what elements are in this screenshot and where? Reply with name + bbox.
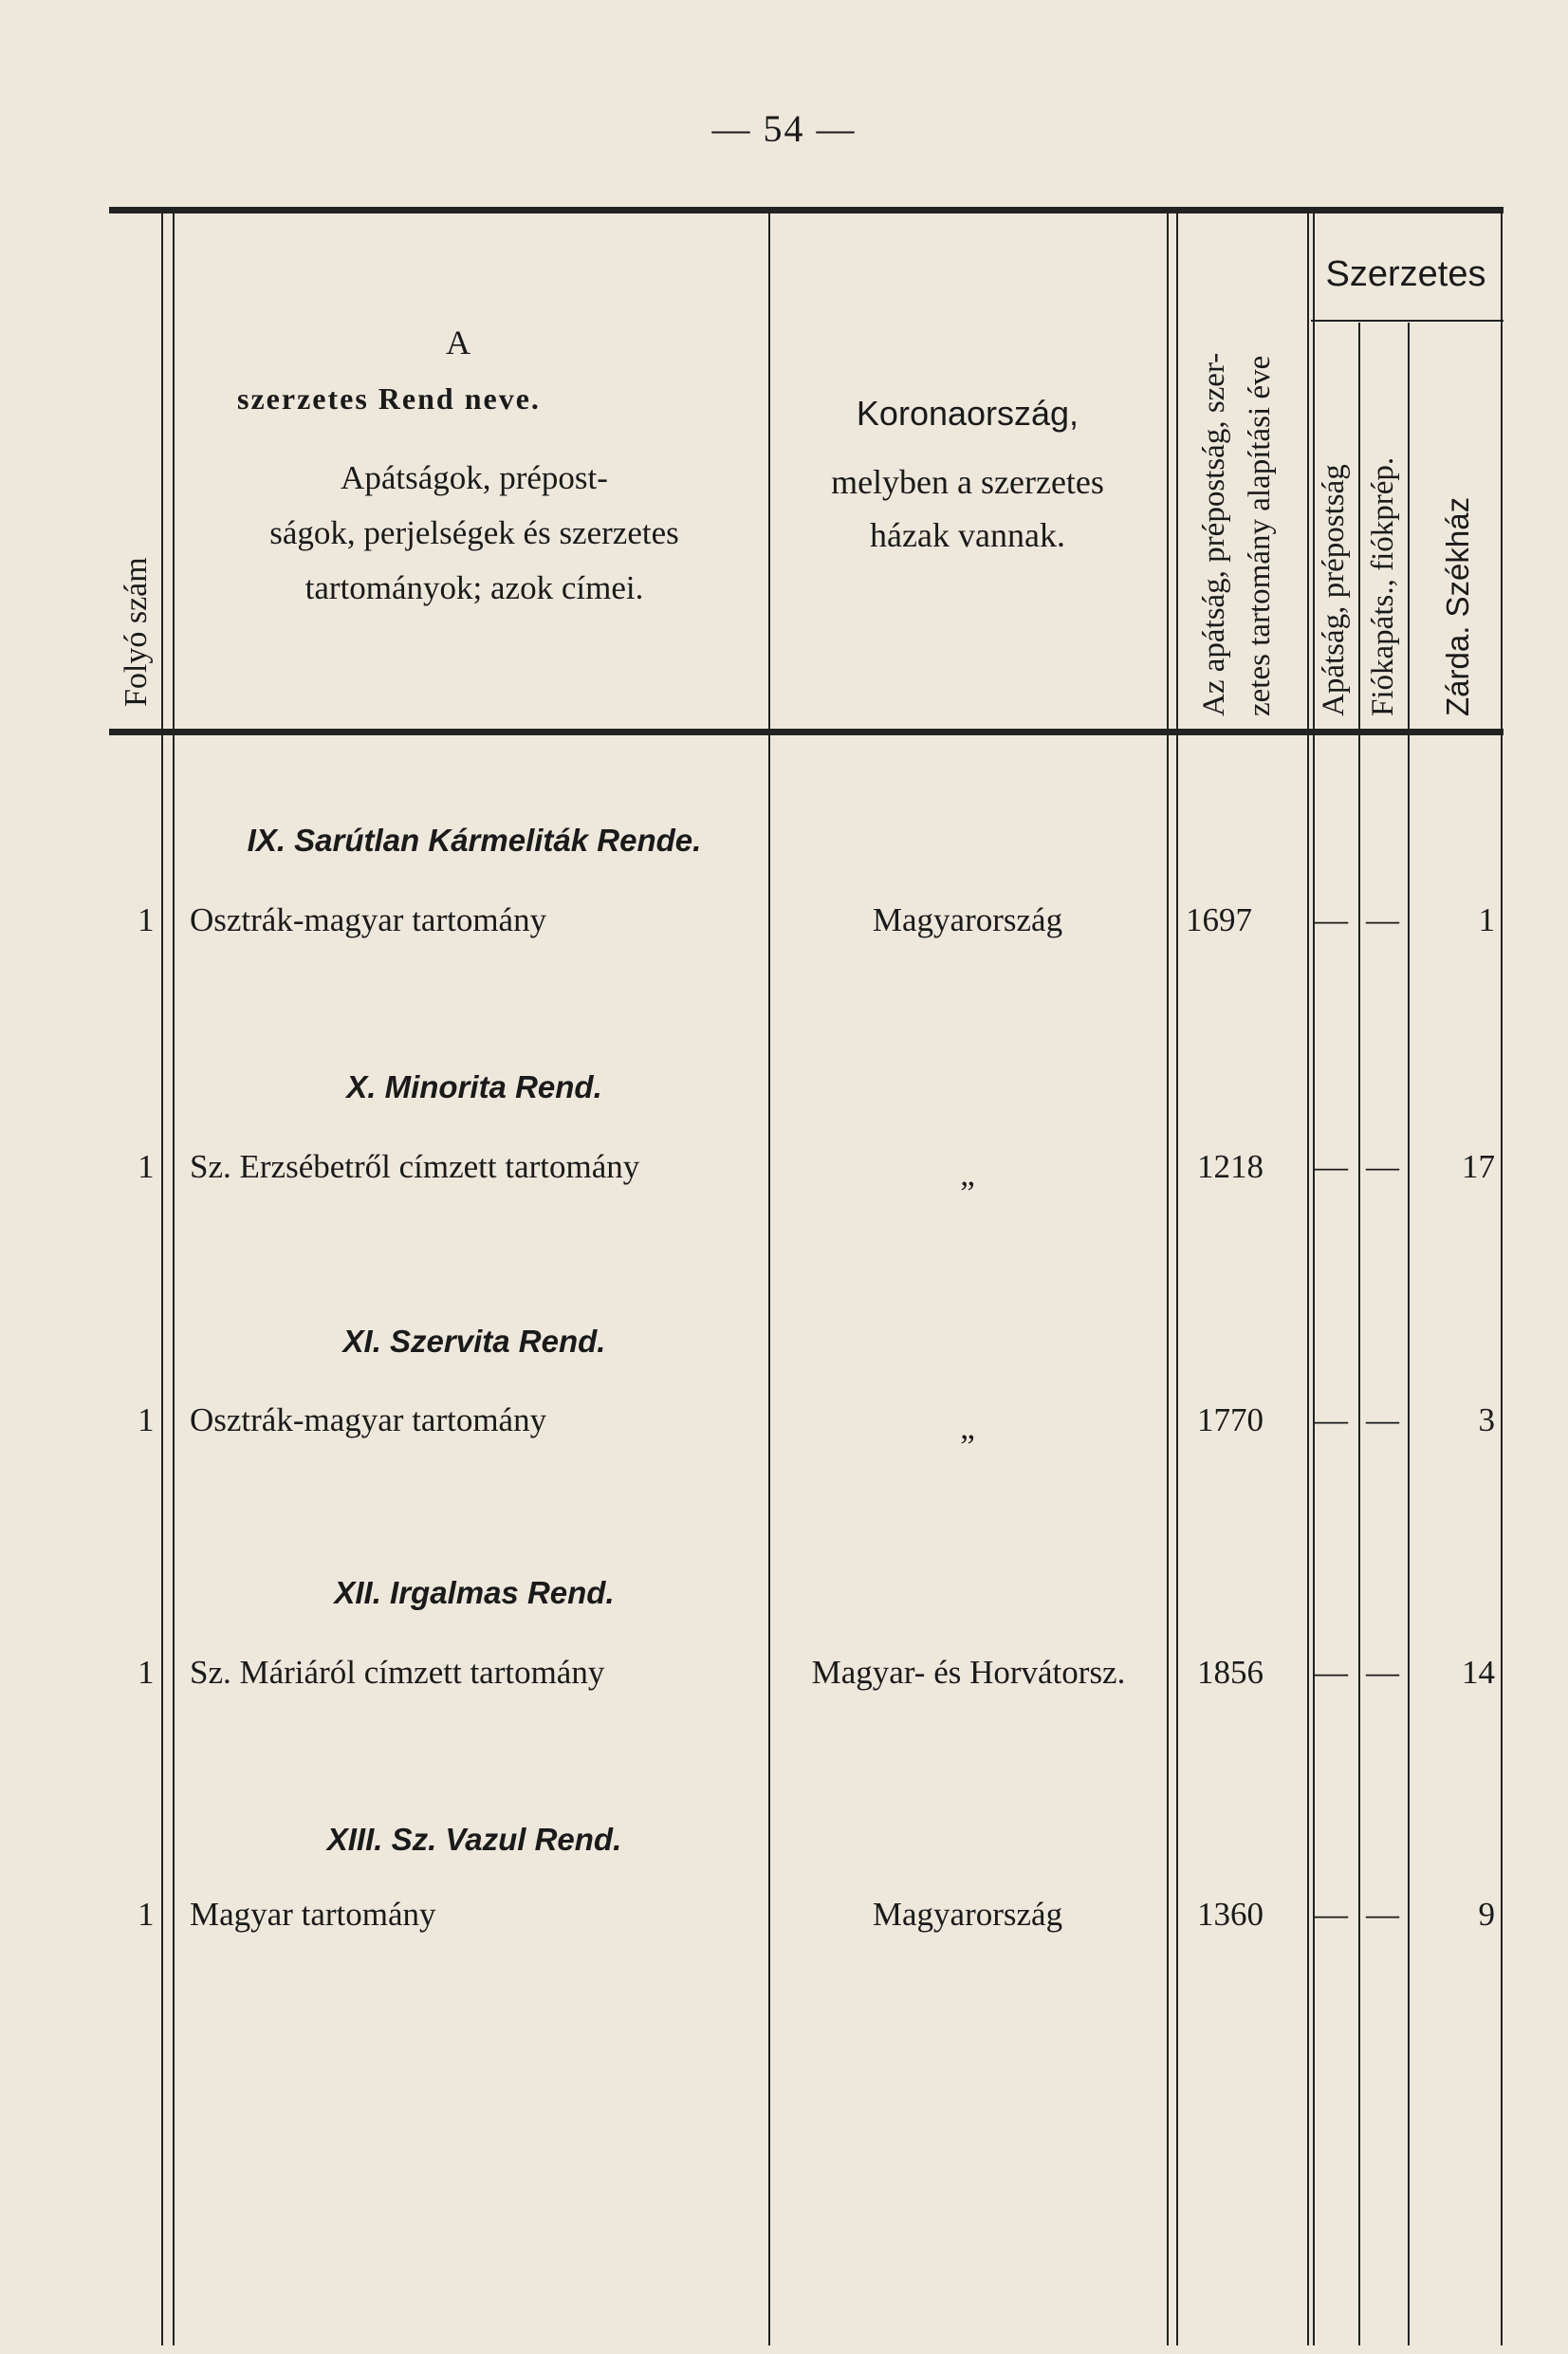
szerzetes-subhead-rule <box>1311 320 1503 322</box>
table-row-name: Osztrák-magyar tartomány <box>190 901 547 938</box>
page-number: — 54 — <box>711 107 857 150</box>
header-bottom-rule <box>109 729 1503 735</box>
table-row-number: 1 <box>138 1654 155 1691</box>
table-row-number: 1 <box>138 901 155 938</box>
table-row-name: Sz. Máriáról címzett tartomány <box>190 1654 605 1691</box>
table-row-year: 1218 <box>1197 1148 1264 1185</box>
table-row-fiok: — <box>1366 1148 1399 1185</box>
table-row-country: Magyarország <box>872 1896 1063 1933</box>
table-row-fiok: — <box>1366 901 1399 938</box>
szerzetes-header: Szerzetes <box>1325 254 1486 294</box>
table-row-name: Magyar tartomány <box>190 1896 436 1933</box>
rend-desc-line: tartományok; azok címei. <box>304 569 644 606</box>
rend-description-header <box>190 451 759 616</box>
table-row-zarda: 1 <box>1478 901 1495 938</box>
alapitas-header-line2: zetes tartomány alapítási éve <box>1243 355 1277 716</box>
table-row-apatsag: — <box>1315 1654 1348 1691</box>
table-row-year: 1360 <box>1197 1896 1264 1933</box>
table-top-rule <box>109 207 1503 213</box>
table-row-country: Magyar- és Horvátorsz. <box>811 1654 1126 1691</box>
fiokapats-column-header: Fiókapáts., fiókprép. <box>1366 456 1400 716</box>
column-rule <box>768 211 770 2345</box>
table-row-number: 1 <box>138 1148 155 1185</box>
table-row-year: 1856 <box>1197 1654 1264 1691</box>
column-rule <box>1313 211 1315 2345</box>
table-row-country: „ <box>960 1409 975 1446</box>
koronaorszag-header: Koronaország, <box>856 394 1079 433</box>
table-row-number: 1 <box>138 1401 155 1438</box>
table-row-apatsag: — <box>1315 901 1348 938</box>
column-rule <box>1501 211 1503 2345</box>
table-row-year: 1697 <box>1186 901 1252 938</box>
apatsag-column-header: Apátság, prépostság <box>1317 464 1351 716</box>
column-rule <box>161 211 163 2345</box>
section-title: XIII. Sz. Vazul Rend. <box>326 1822 622 1857</box>
table-row-country: Magyarország <box>872 901 1063 938</box>
table-row-country: „ <box>960 1156 975 1193</box>
rend-desc-line: Apátságok, prépost- <box>341 459 608 496</box>
table-row-fiok: — <box>1366 1896 1399 1933</box>
zarda-column-header: Zárda. Székház <box>1440 496 1475 716</box>
table-row-zarda: 3 <box>1478 1401 1495 1438</box>
section-title: XI. Szervita Rend. <box>342 1324 606 1359</box>
table-row-apatsag: — <box>1315 1896 1348 1933</box>
koronaorszag-description <box>773 455 1162 562</box>
table-row-zarda: 17 <box>1462 1148 1495 1185</box>
koron-desc-line: melyben a szerzetes <box>831 463 1104 501</box>
table-row-apatsag: — <box>1315 1401 1348 1438</box>
table-row-year: 1770 <box>1197 1401 1264 1438</box>
table-row-zarda: 9 <box>1478 1896 1495 1933</box>
table-row-number: 1 <box>138 1896 155 1933</box>
column-rule <box>1176 211 1178 2345</box>
table-row-apatsag: — <box>1315 1148 1348 1185</box>
table-row-fiok: — <box>1366 1654 1399 1691</box>
table-row-name: Sz. Erzsébetről címzett tartomány <box>190 1148 640 1185</box>
column-rule <box>1307 211 1309 2345</box>
rend-header-a: A <box>446 324 470 361</box>
rend-name-header: szerzetes Rend neve. <box>237 381 541 416</box>
table-row-name: Osztrák-magyar tartomány <box>190 1401 547 1438</box>
section-title: IX. Sarútlan Kármeliták Rende. <box>247 823 702 858</box>
alapitas-header-line1: Az apátság, prépostság, szer- <box>1197 352 1231 716</box>
column-rule <box>173 211 175 2345</box>
section-title: X. Minorita Rend. <box>346 1069 602 1104</box>
table-row-fiok: — <box>1366 1401 1399 1438</box>
column-rule <box>1167 211 1169 2345</box>
koron-desc-line: házak vannak. <box>870 516 1065 554</box>
table-row-zarda: 14 <box>1462 1654 1495 1691</box>
section-title: XII. Irgalmas Rend. <box>334 1575 615 1610</box>
column-rule <box>1358 323 1360 2345</box>
folyo-szam-header: Folyó szám <box>119 557 154 707</box>
column-rule <box>1408 323 1410 2345</box>
rend-desc-line: ságok, perjelségek és szerzetes <box>269 514 679 551</box>
